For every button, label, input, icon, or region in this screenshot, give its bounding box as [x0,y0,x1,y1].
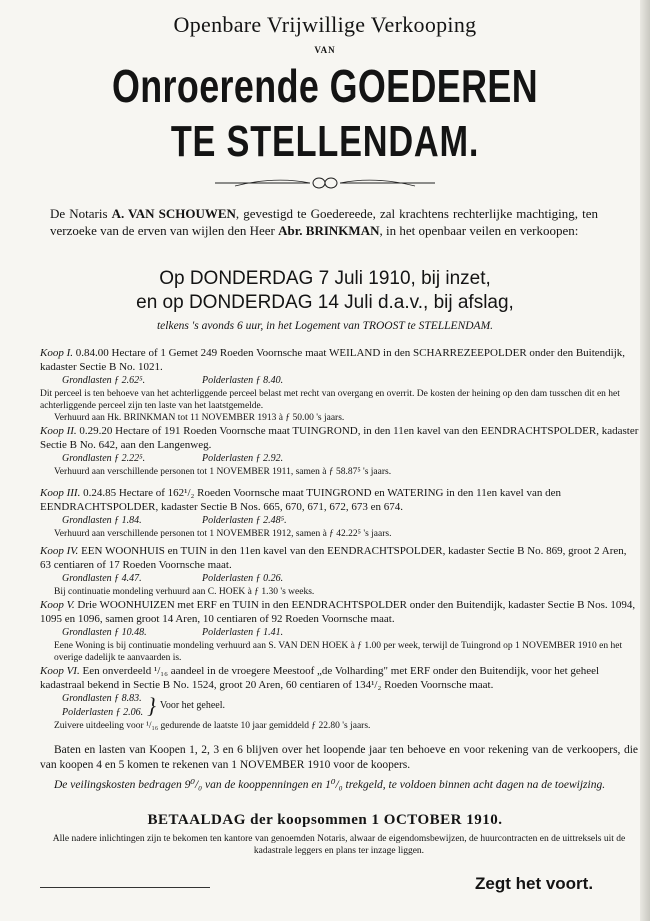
lot-1-text: 0.84.00 Hectare of 1 Gemet 249 Roeden Voornsche maat WEILAND in den SCHARREZEEPOLDER onder den Buitendijk, kadaster Sectie B No. 1021. [40,347,626,373]
lot-2-grondlasten: Grondlasten ƒ 2.22⁵. [62,453,146,464]
paper-edge [640,0,650,921]
auction-time-place: telkens 's avonds 6 uur, in het Logement van TROOST te STELLENDAM. [156,320,494,332]
lot-2 [40,424,640,478]
lot-3-label: Koop III. [40,487,81,499]
lot-5-grondlasten: Grondlasten ƒ 10.48. [62,627,147,638]
lot-6-note-1: Zuivere uitdeeling voor ¹/₁₆ gedurende de laatste 10 jaar gemiddeld ƒ 22.80 's jaars. [54,721,371,731]
ornament-divider [215,172,435,194]
lot-5-polderlasten: Polderlasten ƒ 1.41. [202,627,284,638]
lot-6-geheel: Voor het geheel. [159,700,225,711]
lot-3-polderlasten: Polderlasten ƒ 2.48⁵. [202,515,287,526]
poster-title-line1: Openbare Vrijwillige Verkooping [173,12,477,37]
lot-5-note-1: Eene Woning is bij continuatie mondeling verhuurd aan S. VAN DEN HOEK à ƒ 1.00 per week, terwijl de Tuingrond op 1 NOVEMBER 1910 en het overige dadelijk te aanvaarden is. [54,641,623,663]
intro-text-2: , gevestigd te Goedereede, zal krachtens rechterlijke machtiging, ten verzoeke van de erven van wijlen den Heer [50,206,598,238]
lot-2-polderlasten: Polderlasten ƒ 2.92. [202,453,284,464]
lot-3-note-1: Verhuurd aan verschillende personen tot 1 NOVEMBER 1912, samen à ƒ 42.22⁵ 's jaars. [54,529,392,539]
lot-1-polderlasten: Polderlasten ƒ 8.40. [202,375,284,386]
lot-6-label: Koop VI. [40,665,80,677]
lot-4-note-1: Bij continuatie mondeling verhuurd aan C. HOEK à ƒ 1.30 's weeks. [54,587,315,597]
intro-paragraph [50,205,598,239]
lot-2-label: Koop II. [40,425,77,437]
betaaldag: BETAALDAG der koopsommen 1 OCTOBER 1910. [147,812,503,828]
brace-symbol: } [147,693,156,718]
printer-rule [40,887,210,888]
lot-1-label: Koop I. [40,347,73,359]
nadere-inlichtingen: Alle nadere inlichtingen zijn te bekomen ten kantore van genoemden Notaris, alwaar de eigendomsbewijzen, de huurcontracten en de uittreksels uit de kadastrale leggers en plans ter inzage liggen. [52,834,626,856]
lot-3-grondlasten: Grondlasten ƒ 1.84. [62,515,142,526]
lot-5 [40,598,640,664]
notary-name: A. VAN SCHOUWEN [111,206,236,221]
lot-5-text: Drie WOONHUIZEN met ERF en TUIN in den EENDRACHTSPOLDER onder den Buitendijk, kadaster Sectie B Nos. 1094, 1095 en 1096, samen groot 14 Aren, 10 centiaren of 92 Roeden Voornsche maat. [40,599,636,625]
lot-2-note-1: Verhuurd aan verschillende personen tot 1 NOVEMBER 1911, samen à ƒ 58.87⁵ 's jaars. [54,467,392,477]
lot-4 [40,544,640,598]
lot-2-text: 0.29.20 Hectare of 191 Roeden Voornsche maat TUINGROND, in den 11en kavel van den EENDRACHTSPOLDER, kadaster Sectie B No. 642, aan den Langenweg. [40,425,639,451]
intro-text-3: , in het openbaar veilen en verkoopen: [379,223,579,238]
lot-6-text: Een onverdeeld ¹/₁₆ aandeel in de vroegere Meestoof „de Volharding" met ERF onder den Buitendijk, voor het geheel kadastraal bekend in Sectie B No. 1524, groot 20 Aren, 60 centiaren of 134¹/₂ Roeden Voornsche maat. [40,665,600,691]
lot-4-label: Koop IV. [40,545,79,557]
lot-1-note-1: Dit perceel is ten behoeve van het achterliggende perceel belast met recht van overgang en overrit. De kosten der heining op den dam tusschen dit en het achterliggende perceel zijn ten laste van het laatstgemelde. [40,389,620,411]
lot-1-note-2: Verhuurd aan Hk. BRINKMAN tot 11 NOVEMBER 1913 à ƒ 50.00 's jaars. [54,413,345,423]
lot-1 [40,346,640,424]
poster-headline: Onroerende GOEDEREN [111,60,539,112]
heir-name: Abr. BRINKMAN [278,223,380,238]
lot-3-text: 0.24.85 Hectare of 162¹/₂ Roeden Voornsche maat TUINGROND en WATERING in den 11en kavel van den EENDRACHTSPOLDER, kadaster Sectie B Nos. 665, 670, 671, 672, 673 en 674. [40,487,561,513]
lot-6 [40,664,640,732]
lot-6-grondlasten: Grondlasten ƒ 8.83. [62,693,142,704]
auction-date-1: Op DONDERDAG 7 Juli 1910, bij inzet, [159,268,491,289]
intro-text-1: De Notaris [50,206,112,221]
lot-1-grondlasten: Grondlasten ƒ 2.62⁵. [62,375,146,386]
lot-4-polderlasten: Polderlasten ƒ 0.26. [202,573,284,584]
lot-6-polderlasten: Polderlasten ƒ 2.06. [62,707,144,718]
lot-4-text: EEN WOONHUIS en TUIN in den 11en kavel van den EENDRACHTSPOLDER, kadaster Sectie B No. 869, groot 2 Aren, 63 centiaren of 17 Roeden Voornsche maat. [40,545,627,571]
baten-lasten-paragraph: Baten en lasten van Koopen 1, 2, 3 en 6 blijven over het loopende jaar ten behoeve en voor rekening van de verkoopers, die van koopen 4 en 5 komen te rekenen van 1 NOVEMBER 1910 voor de koopers. [40,744,638,771]
zegt-het-voort: Zegt het voort. [475,874,594,893]
poster-title-van: VAN [314,45,336,55]
lot-5-label: Koop V. [40,599,75,611]
veilingskosten-paragraph: De veilingskosten bedragen 9⁰/₀ van de kooppenningen en 1⁰/₀ trekgeld, te voldoen binnen acht dagen na de toewijzing. [54,779,606,791]
lot-4-grondlasten: Grondlasten ƒ 4.47. [62,573,142,584]
auction-date-2: en op DONDERDAG 14 Juli d.a.v., bij afslag, [136,292,514,313]
lot-3 [40,486,640,540]
poster-location: TE STELLENDAM. [170,117,480,166]
